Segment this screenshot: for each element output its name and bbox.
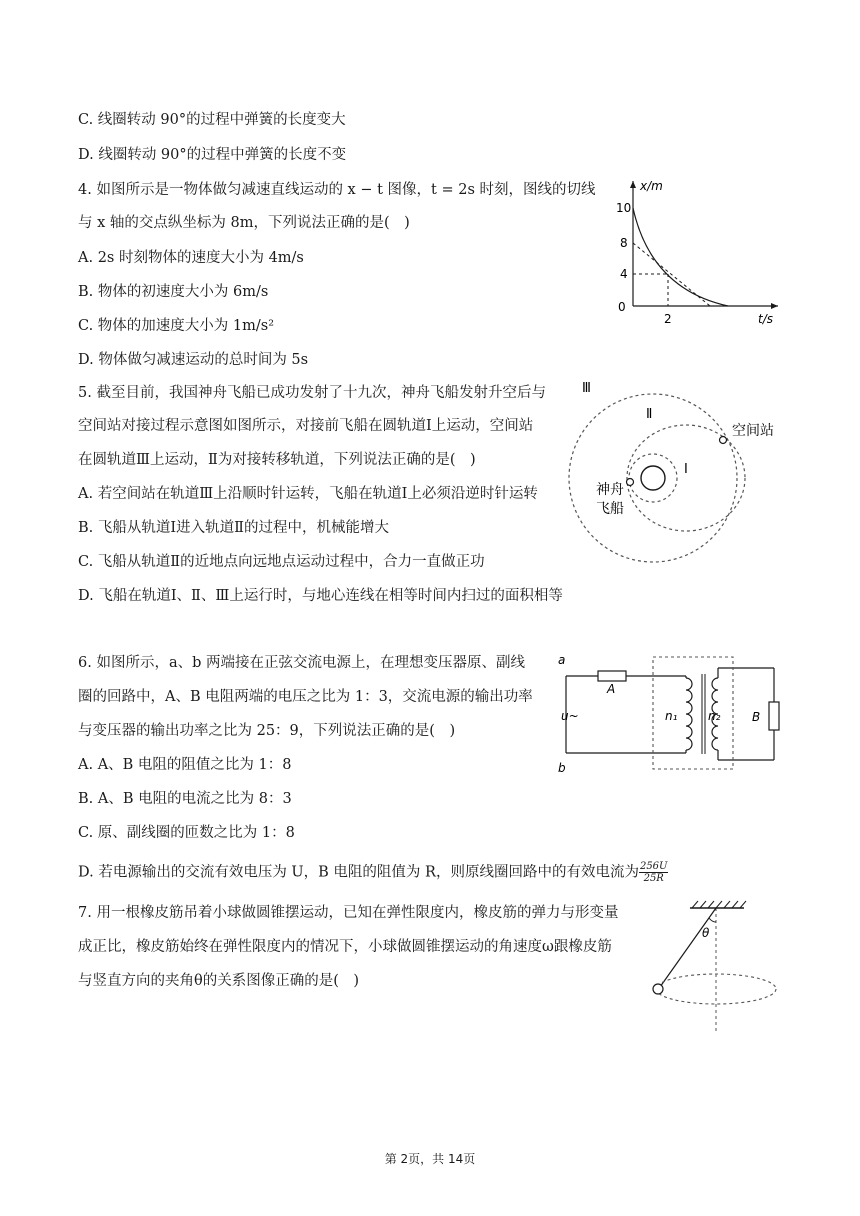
resistor-b-label: B: [752, 710, 761, 724]
spacecraft-label-2: 飞船: [596, 501, 624, 517]
page-footer: 第 2页，共 14页: [384, 1152, 476, 1166]
terminal-b-label: b: [558, 761, 566, 775]
q5-option-d: D. 飞船在轨道Ⅰ、Ⅱ、Ⅲ上运行时，与地心连线在相等时间内扫过的面积相等: [78, 588, 563, 604]
q4-option-d: D. 物体做匀减速运动的总时间为 5s: [78, 352, 309, 368]
q6-stem-line-3: 与变压器的输出功率之比为 25：9，下列说法正确的是( ): [78, 723, 456, 739]
fraction-numerator: 256U: [639, 861, 668, 872]
q4-stem-line-1: 4. 如图所示是一物体做匀减速直线运动的 x − t 图像，t = 2s 时刻，图线的切线: [78, 182, 596, 198]
graph-y-label: x/m: [640, 179, 663, 193]
graph-y-tick-4: 4: [620, 267, 628, 281]
graph-y-tick-10: 10: [616, 201, 632, 215]
q6-option-c: C. 原、副线圈的匝数之比为 1：8: [78, 825, 295, 841]
q5-stem-line-3: 在圆轨道Ⅲ上运动，Ⅱ为对接转移轨道，下列说法正确的是( ): [78, 452, 476, 468]
terminal-a-label: a: [558, 653, 566, 667]
q7-stem-line-1: 7. 用一根橡皮筋吊着小球做圆锥摆运动，已知在弹性限度内，橡皮筋的弹力与形变量: [78, 905, 619, 921]
q7-stem-line-3: 与竖直方向的夹角θ的关系图像正确的是( ): [78, 973, 360, 989]
secondary-turns-label: n₂: [708, 709, 721, 723]
orbit-i-label: Ⅰ: [684, 462, 688, 477]
graph-origin: 0: [618, 300, 626, 314]
q6-option-b: B. A、B 电阻的电流之比为 8：3: [78, 791, 292, 807]
graph-y-tick-8: 8: [620, 236, 628, 250]
q6-option-d-text: D. 若电源输出的交流有效电压为 U，B 电阻的阻值为 R，则原线圈回路中的有效电流为: [78, 864, 639, 881]
graph-x-tick-2: 2: [664, 312, 672, 326]
q7-stem-line-2: 成正比，橡皮筋始终在弹性限度内的情况下，小球做圆锥摆运动的角速度ω跟橡皮筋: [78, 939, 612, 955]
q5-orbit-diagram: [566, 376, 796, 581]
resistor-a-label: A: [607, 682, 616, 696]
spacecraft-label-1: 神舟: [596, 482, 624, 498]
q6-circuit-diagram: [556, 650, 786, 780]
q4-option-b: B. 物体的初速度大小为 6m/s: [78, 284, 269, 300]
q5-option-c: C. 飞船从轨道Ⅱ的近地点向远地点运动过程中，合力一直做正功: [78, 554, 485, 570]
q4-option-c: C. 物体的加速度大小为 1m/s²: [78, 318, 275, 334]
source-label: u~: [561, 709, 579, 723]
q5-stem-line-2: 空间站对接过程示意图如图所示，对接前飞船在圆轨道Ⅰ上运动，空间站: [78, 418, 534, 434]
q6-stem-line-2: 圈的回路中，A、B 电阻两端的电压之比为 1：3，交流电源的输出功率: [78, 689, 533, 705]
q3-option-c: C. 线圈转动 90°的过程中弹簧的长度变大: [78, 112, 346, 128]
q3-option-d: D. 线圈转动 90°的过程中弹簧的长度不变: [78, 147, 347, 163]
q4-stem-line-2: 与 x 轴的交点纵坐标为 8m，下列说法正确的是( ): [78, 215, 410, 231]
q5-option-a: A. 若空间站在轨道Ⅲ上沿顺时针运转，飞船在轨道Ⅰ上必须沿逆时针运转: [78, 486, 538, 502]
fraction-denominator: 25R: [643, 873, 664, 884]
theta-label: θ: [702, 926, 710, 940]
q5-stem-line-1: 5. 截至目前，我国神舟飞船已成功发射了十九次，神舟飞船发射升空后与: [78, 385, 546, 401]
q4-xt-graph: [608, 175, 788, 330]
orbit-ii-label: Ⅱ: [646, 407, 653, 422]
space-station-label: 空间站: [732, 423, 774, 439]
current-fraction: [639, 861, 669, 884]
q4-option-a: A. 2s 时刻物体的速度大小为 4m/s: [78, 250, 304, 266]
primary-turns-label: n₁: [665, 709, 678, 723]
q6-option-a: A. A、B 电阻的阻值之比为 1：8: [78, 757, 292, 773]
q6-stem-line-1: 6. 如图所示，a、b 两端接在正弦交流电源上，在理想变压器原、副线: [78, 655, 525, 671]
q5-option-b: B. 飞船从轨道Ⅰ进入轨道Ⅱ的过程中，机械能增大: [78, 520, 389, 536]
q7-conical-pendulum: [640, 896, 790, 1041]
graph-x-label: t/s: [758, 312, 773, 326]
orbit-iii-label: Ⅲ: [582, 381, 591, 396]
q6-option-d: [78, 861, 668, 884]
